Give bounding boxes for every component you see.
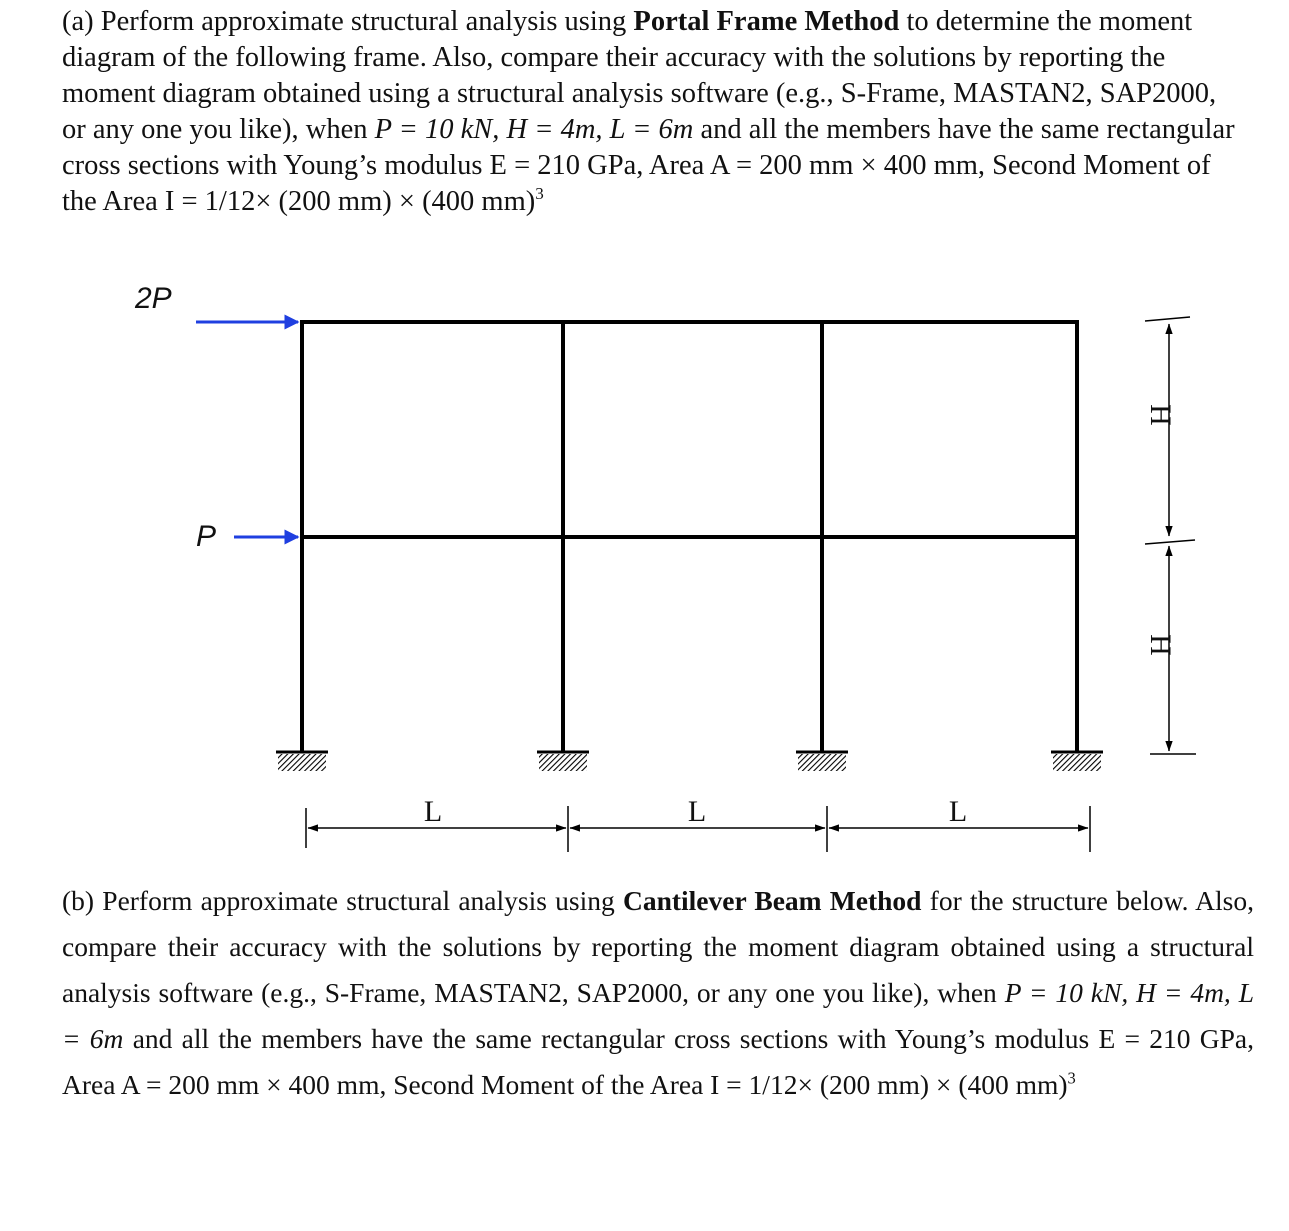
fixed-support-1 [276, 752, 328, 771]
part-a-method: Portal Frame Method [633, 6, 900, 37]
part-a-intro: (a) Perform approximate structural analysis using [62, 6, 634, 37]
dim-h-top [1145, 317, 1195, 544]
part-b-text-2: and all the members have the same rectangular cross sections with Young’s modulus E = 210 GPa, Area A = 200 mm × 400 mm, Second Moment of the Area I = 1/12× (200 mm) × (400 mm) [62, 1023, 1255, 1100]
part-a-params: P = 10 kN, H = 4m, L = 6m [374, 114, 694, 145]
fixed-support-4 [1051, 752, 1103, 771]
part-b-exponent: 3 [1067, 1068, 1076, 1088]
problem-part-b [62, 878, 1254, 1108]
dim-label-h-top: H [1144, 404, 1177, 426]
load-label-mid: P [196, 520, 217, 553]
part-a-text-2: and all the members have the same rectangular cross sections with Young’s modulus E = 210 GPa, Area A = 200 mm × 400 mm, Second Moment of the Area I = 1/12× (200 mm) × (400 mm) [62, 114, 1235, 217]
part-b-params: P = 10 kN, H = 4m, L = 6m [62, 977, 1254, 1054]
fixed-support-3 [796, 752, 848, 771]
part-a-text-1: to determine the moment diagram of the following frame. Also, compare their accuracy with the solutions by reporting the moment diagram obtained using a structural analysis software (e.g., S-Frame, MASTAN2, SAP2000, or any one you like), when [62, 6, 1217, 145]
part-b-text-1: for the structure below. Also, compare their accuracy with the solutions by reporting the moment diagram obtained using a structural analysis software (e.g., S-Frame, MASTAN2, SAP2000, or any one you like), when [62, 885, 1255, 1008]
dim-label-l2: L [687, 795, 707, 828]
dim-label-l3: L [948, 795, 968, 828]
dim-label-l1: L [423, 795, 443, 828]
part-b-intro: (b) Perform approximate structural analysis using [62, 885, 623, 916]
fixed-support-2 [537, 752, 589, 771]
dim-label-h-bottom: H [1144, 634, 1177, 656]
part-b-method: Cantilever Beam Method [622, 885, 922, 916]
part-a-exponent: 3 [535, 183, 544, 203]
load-label-top: 2P [135, 282, 172, 315]
